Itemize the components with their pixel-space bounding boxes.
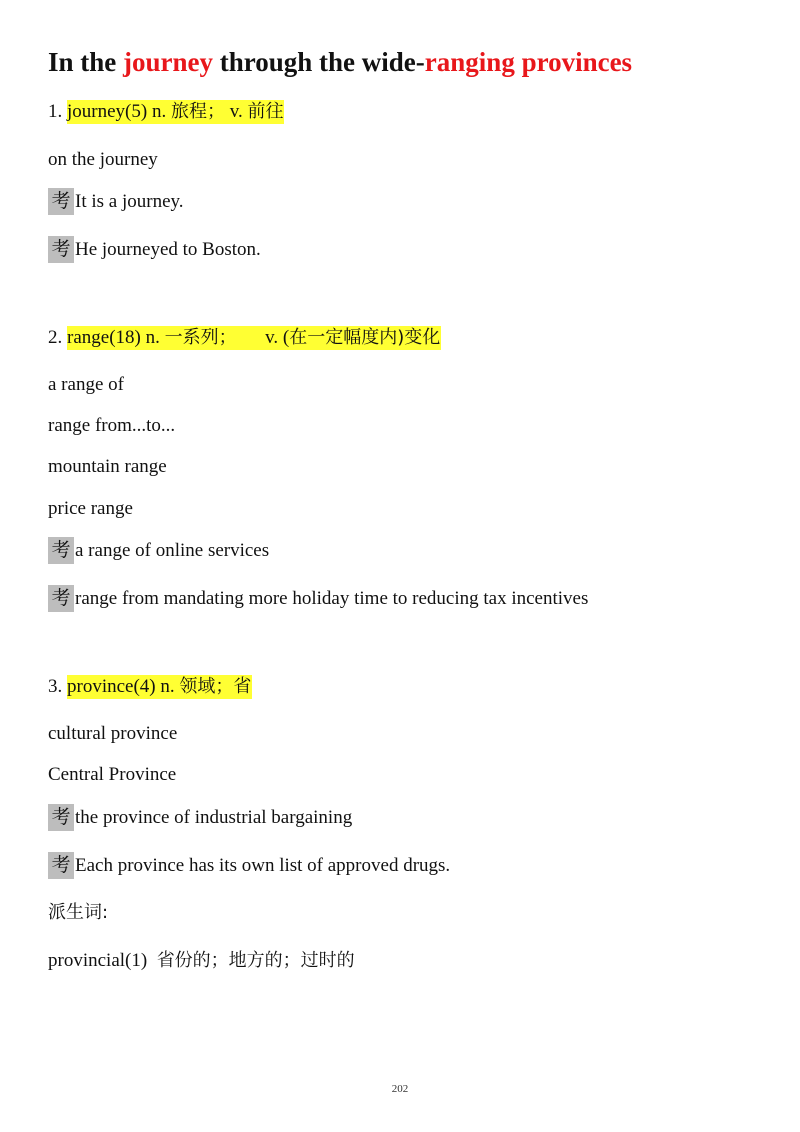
exam-marker: 考 [48,188,74,215]
title-part-1: In the [48,47,124,77]
phrase-line: price range [48,498,133,519]
title-keyword-journey: journey [123,47,214,77]
derivative-line [48,949,355,973]
derivative-word: provincial(1) [48,950,157,971]
phrase-line: mountain range [48,456,167,477]
example-line [48,236,261,263]
entry-meaning: 领域；省 [179,676,252,697]
example-text: It is a journey. [75,191,184,212]
page-title [48,47,632,78]
page-number: 202 [391,1083,409,1095]
example-text: He journeyed to Boston. [75,239,261,260]
example-line [48,852,450,879]
entry-word: journey(5) n. [67,101,171,122]
entry-pos2: v. [224,101,248,122]
example-line [48,188,184,215]
derivatives-label: 派生词: [48,902,109,923]
example-text: Each province has its own list of approved drugs. [75,855,451,876]
example-text: a range of online services [75,540,270,561]
entry-tail: )变化 [397,327,441,348]
exam-marker: 考 [48,585,74,612]
example-line [48,804,352,831]
entry-meaning: 旅程； [170,101,225,122]
title-part-3: through the wide- [213,47,425,77]
entry-heading-range [48,326,441,350]
example-line [48,585,588,612]
entry-highlight [67,675,252,699]
entry-heading-journey [48,100,284,124]
title-keyword-ranging-provinces: ranging provinces [424,47,633,77]
exam-marker: 考 [48,236,74,263]
phrase-line: range from...to... [48,415,176,436]
exam-marker: 考 [48,852,74,879]
entry-meaning: 一系列； [164,327,237,348]
entry-highlight [67,326,441,350]
entry-meaning2: 在一定幅度内 [289,327,398,348]
entry-pos2: v. ( [236,327,290,348]
entry-number: 2. [48,327,67,348]
entry-heading-province [48,675,252,699]
entry-word: province(4) n. [67,676,180,697]
phrase-line: a range of [48,374,124,395]
phrase-line: on the journey [48,149,158,170]
example-line [48,537,269,564]
phrase-line: cultural province [48,723,178,744]
exam-marker: 考 [48,804,74,831]
exam-marker: 考 [48,537,74,564]
phrase-line: Central Province [48,764,177,785]
example-text: the province of industrial bargaining [75,807,353,828]
example-text: range from mandating more holiday time to reducing tax incentives [75,588,589,609]
entry-word: range(18) n. [67,327,165,348]
entry-number: 3. [48,676,67,697]
entry-meaning2: 前往 [247,101,284,122]
entry-highlight [67,100,284,124]
entry-number: 1. [48,101,67,122]
derivative-meaning: 省份的；地方的；过时的 [156,950,355,971]
